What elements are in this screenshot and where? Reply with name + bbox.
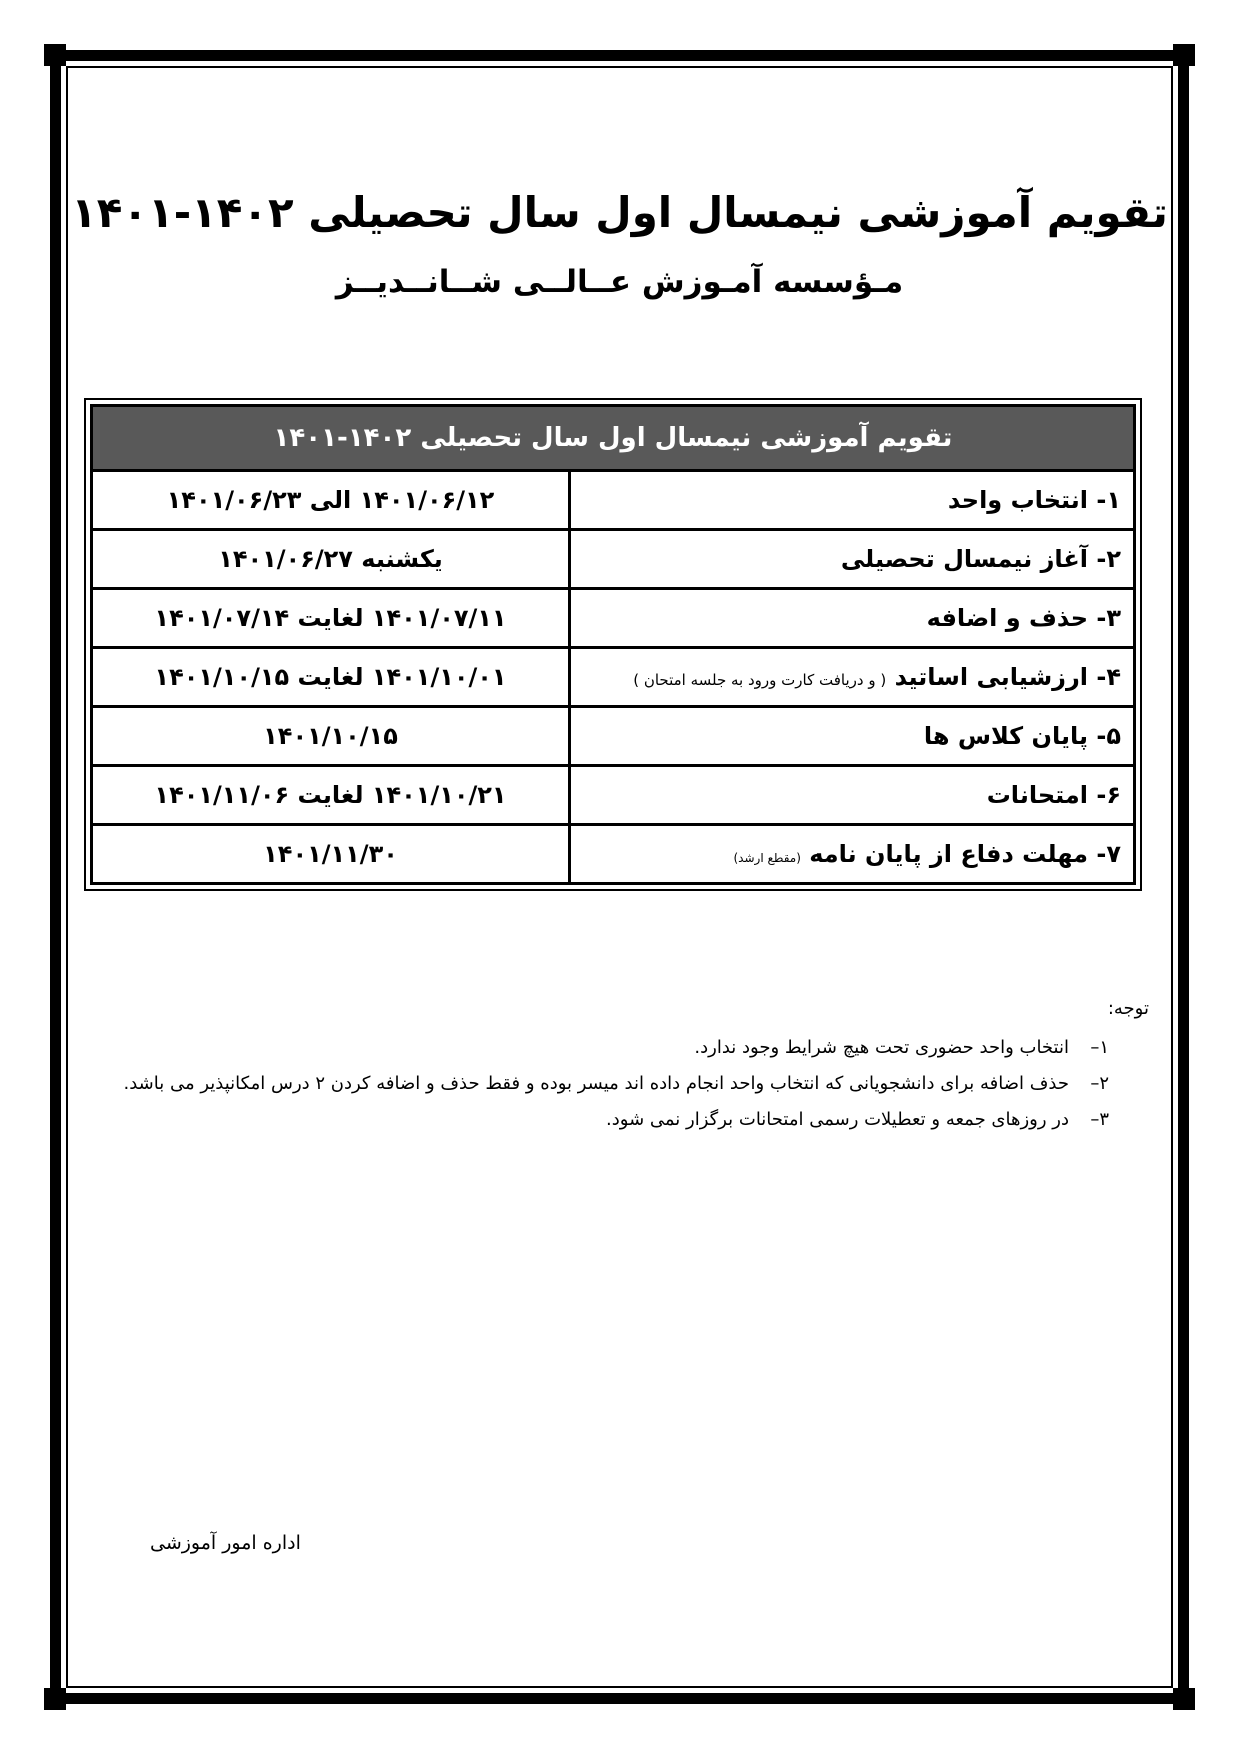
table-row <box>92 471 1135 530</box>
institution-name: مـؤسسه آمـوزش عــالــی شــانــدیــز <box>335 264 904 300</box>
date-cell: ۱۴۰۱/۱۰/۱۵ <box>92 707 570 766</box>
event-cell <box>570 471 1135 530</box>
date-cell: ۱۴۰۱/۱۱/۳۰ <box>92 825 570 884</box>
event-label: ۵- پایان کلاس ها <box>923 722 1121 750</box>
table-row <box>92 825 1135 884</box>
date-cell: یکشنبه ۱۴۰۱/۰۶/۲۷ <box>92 530 570 589</box>
signature-office: اداره امور آموزشی <box>150 1532 301 1554</box>
event-note: (مقطع ارشد) <box>733 851 801 865</box>
calendar-table-wrapper <box>84 398 1142 891</box>
note-item <box>79 1066 1109 1102</box>
table-row <box>92 589 1135 648</box>
note-text: انتخاب واحد حضوری تحت هیچ شرایط وجود ندارد. <box>694 1037 1069 1058</box>
notes-heading: توجه: <box>1107 998 1149 1019</box>
note-item <box>79 1102 1109 1138</box>
date-cell: ۱۴۰۱/۱۰/۲۱ لغایت ۱۴۰۱/۱۱/۰۶ <box>92 766 570 825</box>
table-header: تقویم آموزشی نیمسال اول سال تحصیلی ۱۴۰۲-۱۴۰۱ <box>92 406 1135 471</box>
event-label: ۷- مهلت دفاع از پایان نامه <box>809 840 1121 868</box>
table-header-row <box>92 406 1135 471</box>
academic-calendar-table <box>90 404 1136 885</box>
page-title: تقویم آموزشی نیمسال اول سال تحصیلی ۱۴۰۲-۱۴۰۱ <box>71 188 1168 237</box>
date-cell: ۱۴۰۱/۰۷/۱۱ لغایت ۱۴۰۱/۰۷/۱۴ <box>92 589 570 648</box>
event-note: ( و دریافت کارت ورود به جلسه امتحان ) <box>633 671 887 689</box>
note-number: ۳– <box>1090 1109 1109 1130</box>
notes-list <box>79 1030 1109 1138</box>
border-corner-top-right <box>1173 44 1195 66</box>
table-row <box>92 707 1135 766</box>
border-corner-bottom-right <box>1173 1688 1195 1710</box>
event-label: ۳- حذف و اضافه <box>926 604 1121 632</box>
date-cell: ۱۴۰۱/۰۶/۱۲ الی ۱۴۰۱/۰۶/۲۳ <box>92 471 570 530</box>
event-cell <box>570 825 1135 884</box>
event-cell <box>570 707 1135 766</box>
event-label: ۶- امتحانات <box>986 781 1121 809</box>
table-row <box>92 648 1135 707</box>
note-number: ۲– <box>1090 1073 1109 1094</box>
event-label: ۲- آغاز نیمسال تحصیلی <box>840 545 1121 573</box>
event-cell <box>570 589 1135 648</box>
event-label: ۱- انتخاب واحد <box>947 486 1121 514</box>
event-cell <box>570 530 1135 589</box>
date-cell: ۱۴۰۱/۱۰/۰۱ لغایت ۱۴۰۱/۱۰/۱۵ <box>92 648 570 707</box>
table-row <box>92 530 1135 589</box>
event-cell <box>570 648 1135 707</box>
table-row <box>92 766 1135 825</box>
note-text: حذف اضافه برای دانشجویانی که انتخاب واحد انجام داده اند میسر بوده و فقط حذف و اضافه کردن ۲ درس امکانپذیر می باشد. <box>123 1073 1069 1094</box>
event-label: ۴- ارزشیابی اساتید <box>894 663 1121 691</box>
note-text: در روزهای جمعه و تعطیلات رسمی امتحانات برگزار نمی شود. <box>606 1109 1069 1130</box>
note-item <box>79 1030 1109 1066</box>
note-number: ۱– <box>1090 1037 1109 1058</box>
border-corner-bottom-left <box>44 1688 66 1710</box>
border-corner-top-left <box>44 44 66 66</box>
event-cell <box>570 766 1135 825</box>
